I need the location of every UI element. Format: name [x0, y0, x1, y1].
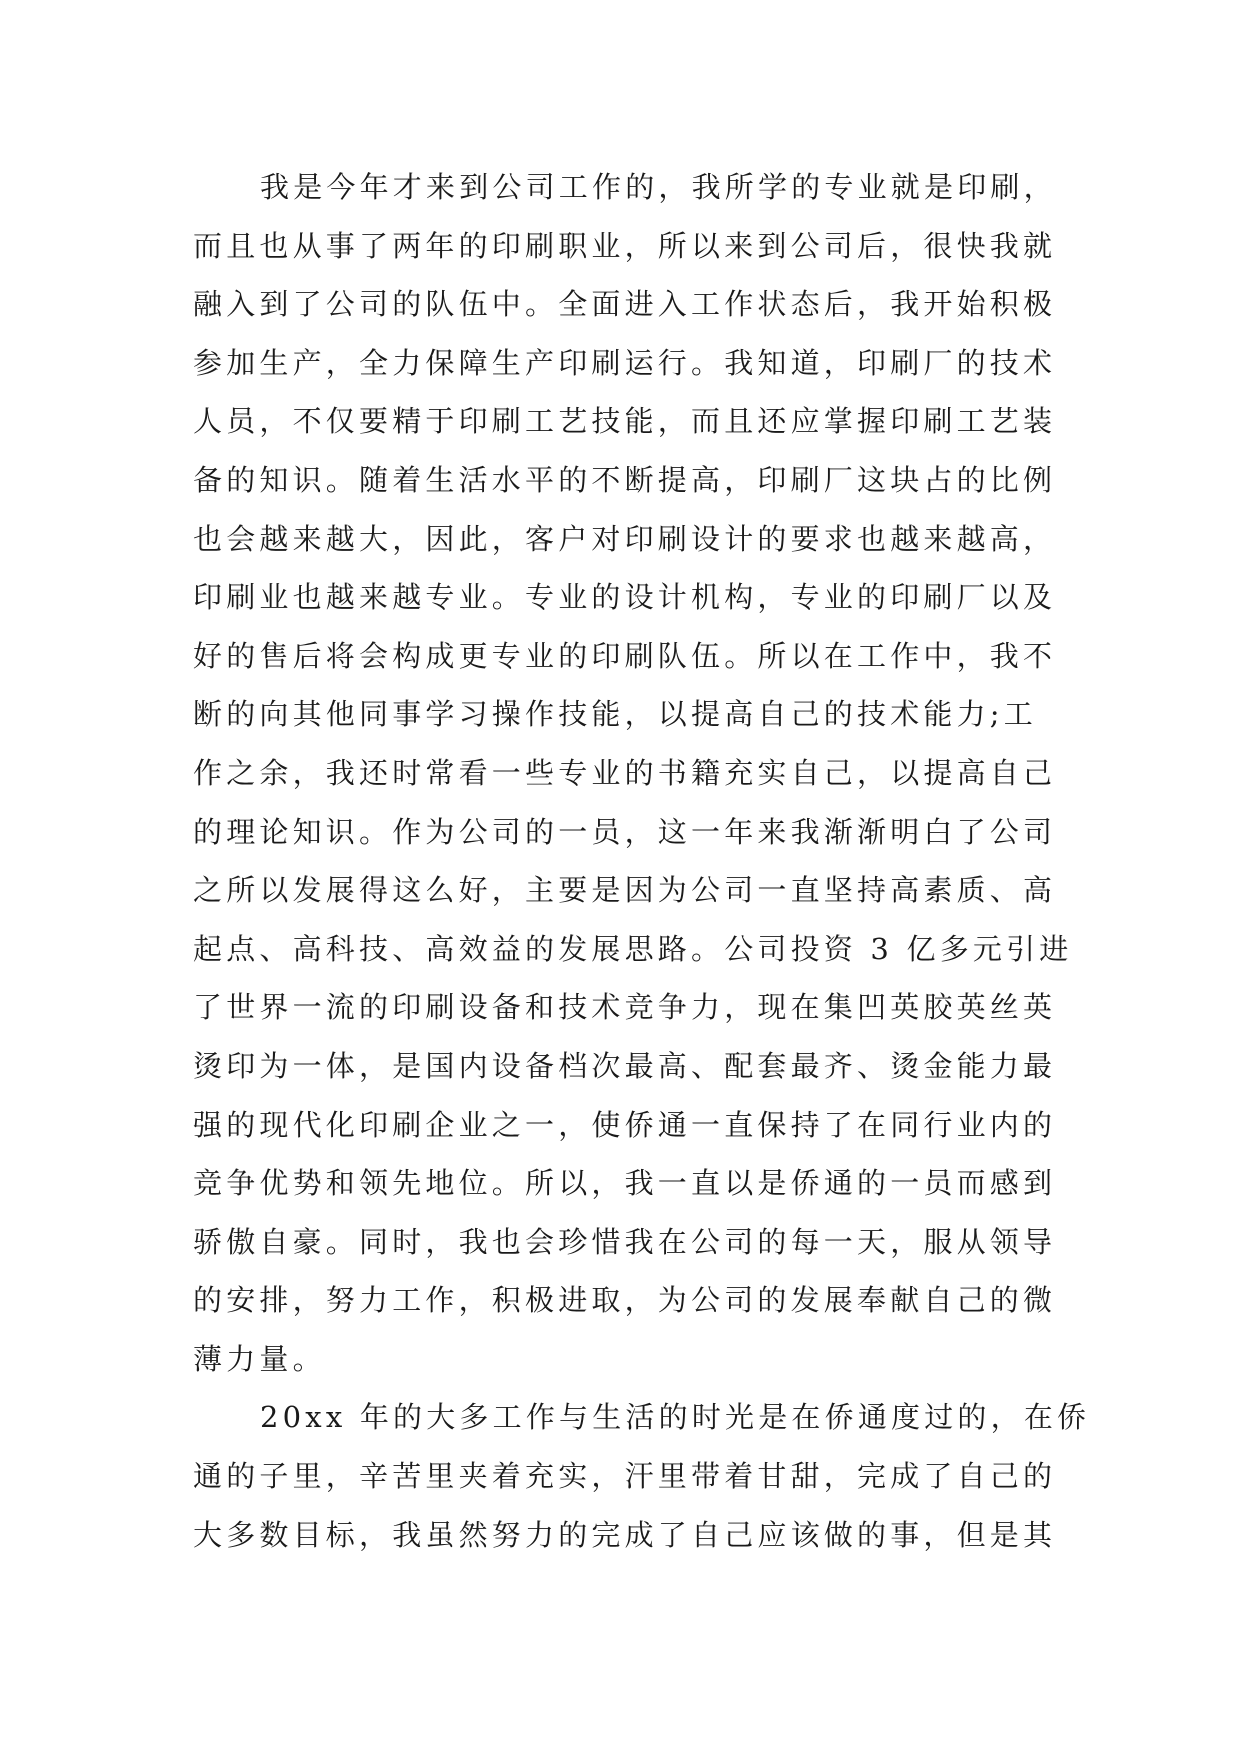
text-line: 备的知识。随着生活水平的不断提高，印刷厂这块占的比例	[193, 462, 1057, 497]
text-line: 好的售后将会构成更专业的印刷队伍。所以在工作中，我不	[193, 638, 1057, 673]
text-line: 薄力量。	[193, 1341, 326, 1376]
text-line: 而且也从事了两年的印刷职业，所以来到公司后，很快我就	[193, 228, 1057, 263]
paragraph-2	[193, 1388, 1091, 1564]
text-line: 起点、高科技、高效益的发展思路。公司投资 3 亿多元引进	[193, 931, 1073, 966]
text-line: 竞争优势和领先地位。所以，我一直以是侨通的一员而感到	[193, 1166, 1057, 1201]
text-line: 骄傲自豪。同时，我也会珍惜我在公司的每一天，服从领导	[193, 1224, 1057, 1259]
text-line: 大多数目标，我虽然努力的完成了自己应该做的事，但是其	[193, 1517, 1057, 1552]
text-line: 强的现代化印刷企业之一，使侨通一直保持了在同行业内的	[193, 1107, 1057, 1142]
text-line: 人员，不仅要精于印刷工艺技能，而且还应掌握印刷工艺装	[193, 404, 1057, 439]
text-line: 也会越来越大，因此，客户对印刷设计的要求也越来越高，	[193, 521, 1057, 556]
text-line: 的安排，努力工作，积极进取，为公司的发展奉献自己的微	[193, 1283, 1057, 1318]
text-line: 20xx 年的大多工作与生活的时光是在侨通度过的，在侨	[260, 1400, 1091, 1435]
text-line: 烫印为一体，是国内设备档次最高、配套最齐、烫金能力最	[193, 1048, 1057, 1083]
text-line: 印刷业也越来越专业。专业的设计机构，专业的印刷厂以及	[193, 580, 1057, 615]
text-line: 参加生产，全力保障生产印刷运行。我知道，印刷厂的技术	[193, 345, 1057, 380]
text-line: 之所以发展得这么好，主要是因为公司一直坚持高素质、高	[193, 873, 1057, 908]
text-line: 作之余，我还时常看一些专业的书籍充实自己，以提高自己	[193, 755, 1057, 790]
text-line: 了世界一流的印刷设备和技术竞争力，现在集凹英胶英丝英	[193, 990, 1057, 1025]
text-line: 的理论知识。作为公司的一员，这一年来我渐渐明白了公司	[193, 814, 1057, 849]
text-line: 通的子里，辛苦里夹着充实，汗里带着甘甜，完成了自己的	[193, 1459, 1057, 1494]
paragraph-1	[193, 158, 1073, 1388]
text-line: 断的向其他同事学习操作技能，以提高自己的技术能力;工	[193, 697, 1037, 732]
text-line: 融入到了公司的队伍中。全面进入工作状态后，我开始积极	[193, 287, 1057, 322]
text-line: 我是今年才来到公司工作的，我所学的专业就是印刷，	[260, 170, 1057, 204]
document-body	[193, 158, 1091, 1564]
